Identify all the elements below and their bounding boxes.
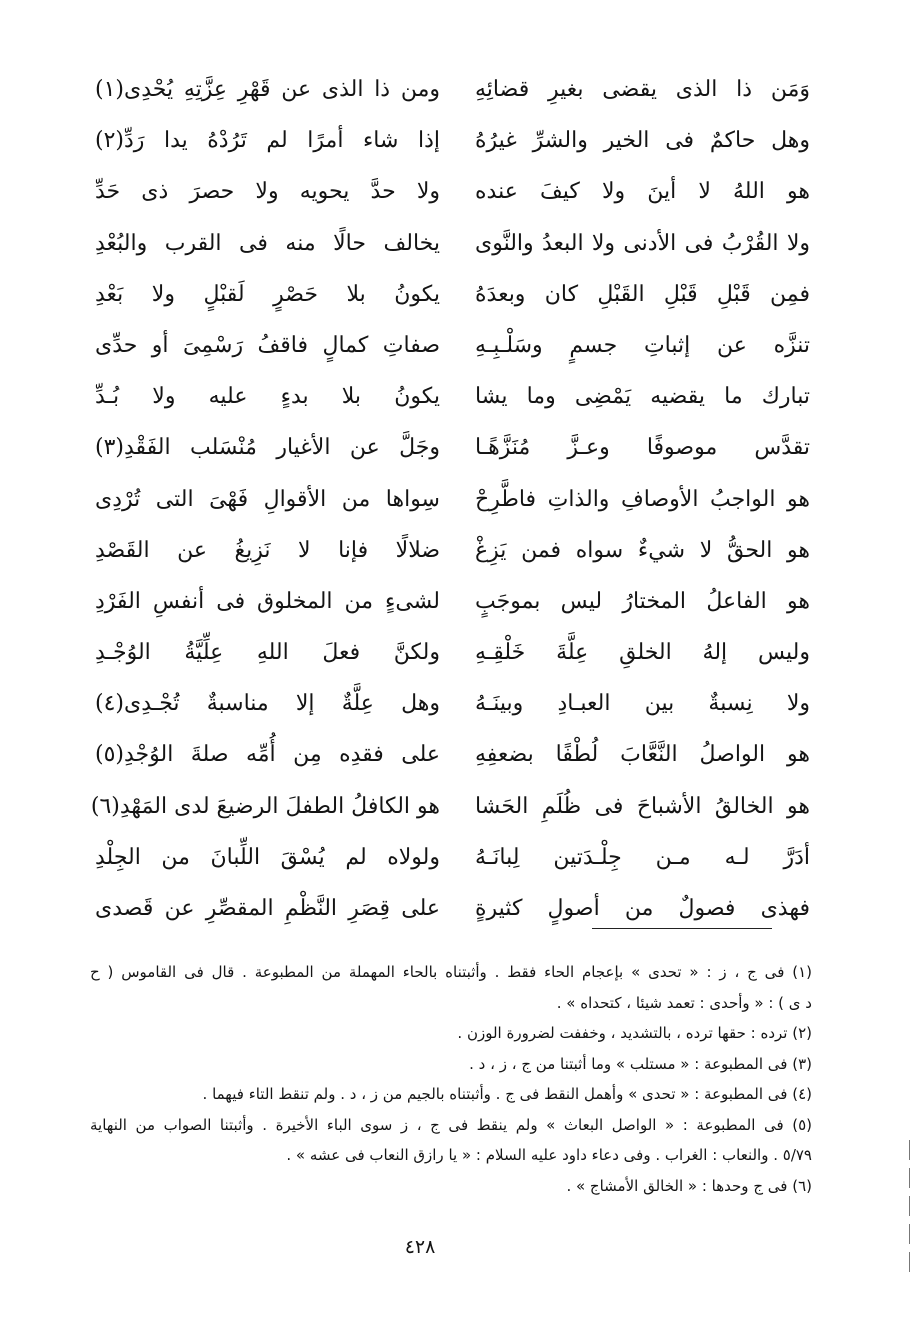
verse-first-hemistich: هو الخالقُ الأشباحَ فى ظُلَمِ الحَشا (475, 793, 810, 819)
verse-second-hemistich: على قِصَرِ النَّظْمِ المقصِّرِ عن قَصدى (95, 896, 440, 921)
verse-first-hemistich: تبارك ما يقضيه يَمْضِى وما يشا (475, 384, 810, 410)
verse-second-hemistich: إذا شاء أمرًا لم تَرُدْهُ يدا رَدِّ(٢) (95, 128, 440, 154)
verse-line (95, 218, 810, 269)
footnote-line: (٣) فى المطبوعة : « مستلب » وما أثبتنا من ج ، ز ، د . (469, 1054, 812, 1073)
verse-line (95, 64, 810, 115)
verse-first-hemistich: وهل حاكمٌ فى الخير والشرِّ غيرُهُ (475, 128, 810, 154)
verse-second-hemistich: ولولاه لم يُسْقَ اللِّبانَ من الجِلْدِ (95, 844, 440, 870)
verse-line (95, 166, 810, 217)
verse-line (95, 627, 810, 678)
footnote-line: ٥/٧٩ . والنعاب : الغراب . وفى دعاء داود عليه السلام : « يا رازق النعاب فى عشه » . (286, 1146, 812, 1164)
footnote-line: (٦) فى ج وحدها : « الخالق الأمشاج » . (566, 1176, 812, 1195)
verse-line (95, 729, 810, 780)
verse-line (95, 371, 810, 422)
verse-second-hemistich: ولكنَّ فعلَ اللهِ عِلِّيَّةُ الوُجْـدِ (95, 640, 440, 666)
verse-first-hemistich: تنزَّه عن إثباتِ جسمٍ وسَلْـبِـهِ (475, 332, 810, 358)
verse-first-hemistich: أدَرَّ لـه مـن جِلْـدَتين لِبانَـهُ (475, 844, 810, 870)
footnote-separator (592, 928, 772, 929)
verse-first-hemistich: وليس إلهُ الخلقِ عِلَّةَ خَلْقِـهِ (475, 640, 810, 666)
footnote-line: د ى ) : « وأحدى : تعمد شيئا ، كتحداه » . (556, 993, 812, 1012)
verse-first-hemistich: فهذى فصولٌ من أصولٍ كثيرةٍ (475, 896, 810, 921)
footnote-line: (٢) ترده : حقها ترده ، بالتشديد ، وخففت لضرورة الوزن . (457, 1024, 812, 1042)
verse-line (95, 269, 810, 320)
footnote-line: (٥) فى المطبوعة : « الواصل البعاث » ولم ينقط فى ج ، ز سوى الباء الأخيرة . وأثبتنا الصواب من النهاية (90, 1115, 812, 1134)
verse-line (95, 678, 810, 729)
verse-first-hemistich: ولا نِسبةٌ بين العبـادِ وبينَـهُ (475, 691, 810, 717)
poem (90, 64, 810, 934)
verse-second-hemistich: ولا حدَّ يحويه ولا حصرَ ذى حَدِّ (95, 179, 440, 205)
verse-second-hemistich: يكونُ بلا حَصْرٍ لَقبْلٍ ولا بَعْدِ (95, 281, 440, 307)
verse-second-hemistich: ومن ذا الذى عن قَهْرِ عِزَّتِهِ يُحْدِى(١) (95, 77, 440, 102)
verse-first-hemistich: هو الواصلُ النَّعَّابَ لُطْفًا بضعفِهِ (475, 742, 810, 768)
verse-first-hemistich: وَمَن ذا الذى يقضى بغيرِ قضائِهِ (475, 77, 810, 102)
verse-second-hemistich: وجَلَّ عن الأغيار مُنْسَلب الفَقْدِ(٣) (95, 435, 440, 461)
verse-first-hemistich: هو اللهُ لا أينَ ولا كيفَ عنده (475, 179, 810, 205)
verse-first-hemistich: تقدَّس موصوفًا وعـزَّ مُنَزَّهًـا (475, 435, 810, 461)
verse-line (95, 832, 810, 883)
footnotes (90, 957, 812, 1201)
verse-second-hemistich: صفاتِ كمالٍ فاقفُ رَسْمِىَ أو حدِّى (95, 332, 440, 358)
verse-second-hemistich: وهل عِلَّةٌ إلا مناسبةٌ تُجْـدِى(٤) (95, 691, 440, 717)
verse-line (95, 525, 810, 576)
verse-second-hemistich: لشىءٍ من المخلوق فى أنفسِ الفَرْدِ (95, 588, 440, 614)
footnote-line: (١) فى ج ، ز : « تحدى » بإعجام الحاء فقط . وأثبتناه بالحاء المهملة من المطبوعة . قال فى القاموس ( ح (90, 963, 812, 981)
verse-line (95, 115, 810, 166)
page-edge-marks (909, 1140, 912, 1320)
footnote-line: (٤) فى المطبوعة : « تحدى » وأهمل النقط فى ج . وأثبتناه بالجيم من ز ، د . ولم تنقط التاء فيهما . (202, 1085, 812, 1103)
verse-first-hemistich: هو الفاعلُ المختارُ ليس بموجَبٍ (475, 588, 810, 614)
page-number: ٤٢٨ (404, 1236, 436, 1258)
verse-line (95, 422, 810, 473)
verse-second-hemistich: يكونُ بلا بدءٍ عليه ولا بُـدِّ (95, 384, 440, 410)
verse-first-hemistich: فمِن قَبْلِ قَبْلِ القَبْلِ كان وبعدَهُ (475, 281, 810, 307)
verse-line (95, 474, 810, 525)
verse-second-hemistich: ضلالًا فإنا لا نَزِيغُ عن القَصْدِ (95, 537, 440, 563)
verse-second-hemistich: سِواها من الأقوالِ فَهْىَ التى تُرْدِى (95, 486, 440, 512)
verse-first-hemistich: ولا القُرْبُ فى الأدنى ولا البعدُ والنَّوى (475, 230, 810, 256)
verse-first-hemistich: هو الحقُّ لا شيءٌ سواه فمن يَزِغْ (475, 537, 810, 563)
verse-second-hemistich: هو الكافلُ الطفلَ الرضيعَ لدى المَهْدِ(٦) (90, 793, 440, 819)
verse-line (95, 576, 810, 627)
verse-first-hemistich: هو الواجبُ الأوصافِ والذاتِ فاطَّرِحْ (475, 486, 810, 512)
verse-line (95, 320, 810, 371)
verse-line (95, 883, 810, 934)
verse-second-hemistich: يخالف حالًا منه فى القرب والبُعْدِ (95, 230, 440, 256)
verse-line (90, 781, 810, 832)
verse-second-hemistich: على فقدِه مِن أُمِّه صلةَ الوُجْدِ(٥) (95, 742, 440, 768)
